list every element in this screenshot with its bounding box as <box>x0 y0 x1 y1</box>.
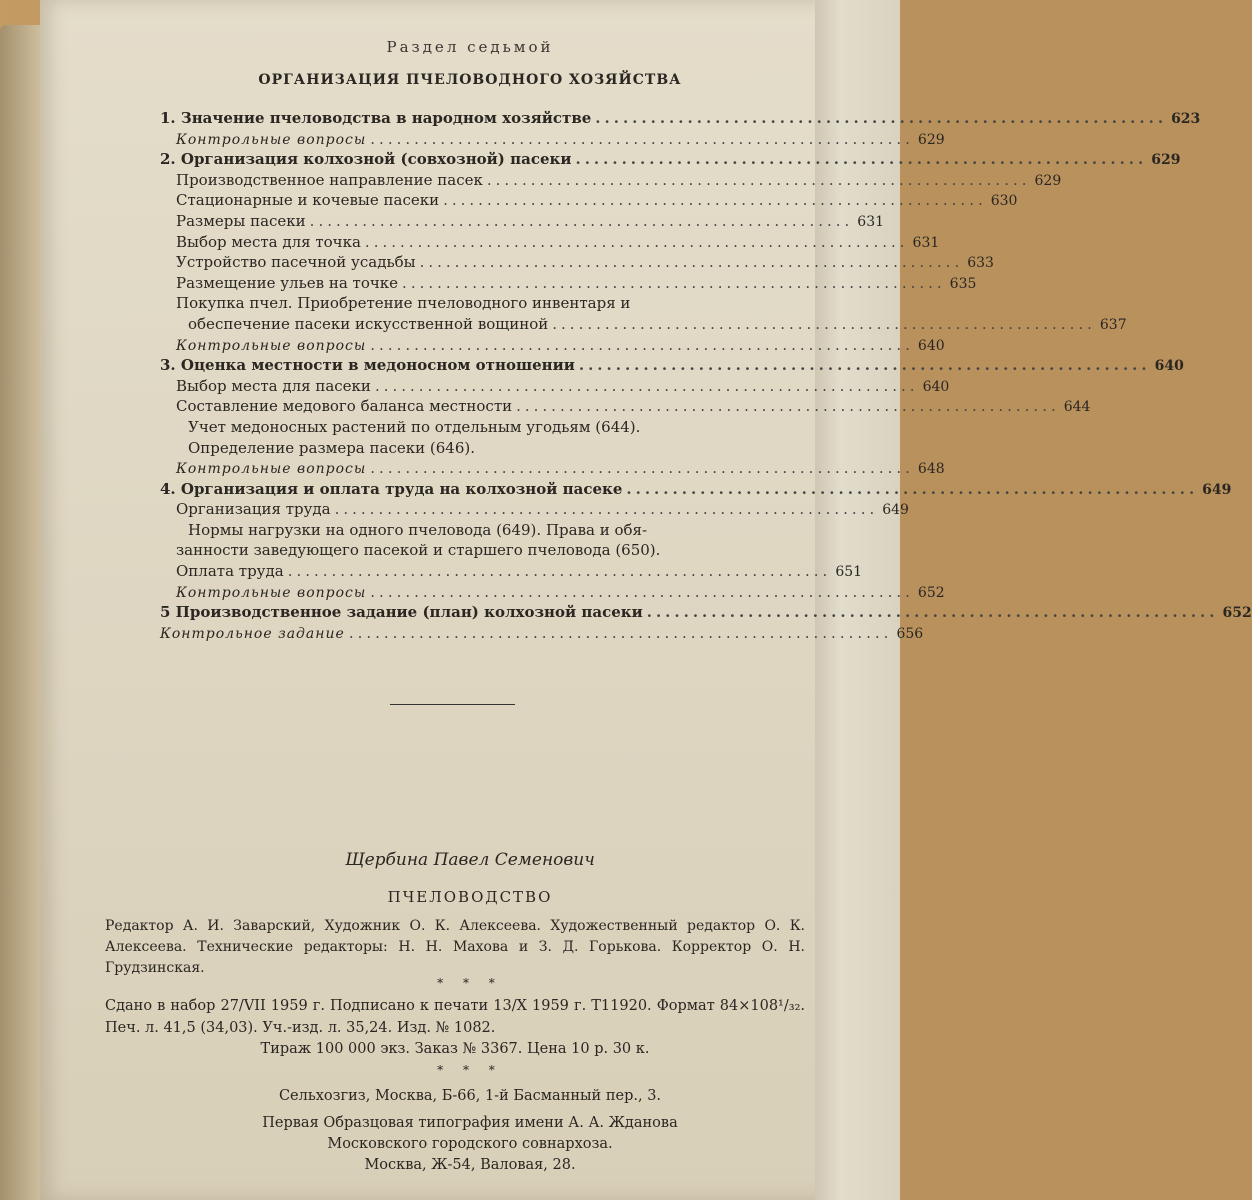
toc-entry: Контрольные вопросы .............................................................. 648 <box>176 459 945 478</box>
toc-entry: 3. Оценка местности в медоносном отношении .............................................................. 640 <box>160 356 1184 375</box>
toc-entry: Контрольное задание .............................................................. 656 <box>160 623 924 642</box>
toc-entry: Учет медоносных растений по отдельным угодьям (644). <box>188 417 641 436</box>
section-title: ОРГАНИЗАЦИЯ ПЧЕЛОВОДНОГО ХОЗЯЙСТВА <box>258 72 682 88</box>
toc-entry: 5 Производственное задание (план) колхозной пасеки .............................................................. 652 <box>160 603 1252 622</box>
toc-entry: Производственное направление пасек .............................................................. 629 <box>176 170 1062 189</box>
printer-line: Москва, Ж-54, Валовая, 28. <box>364 1157 576 1173</box>
toc-entry: Выбор места для точка .............................................................. 631 <box>176 232 940 251</box>
print-run-info: Тираж 100 000 экз. Заказ № 3367. Цена 10 р. 30 к. <box>260 1041 650 1057</box>
toc-entry: Составление медового баланса местности .............................................................. 644 <box>176 397 1091 416</box>
toc-entry: Оплата труда .............................................................. 651 <box>176 562 863 581</box>
toc-entry: обеспечение пасеки искусственной вощиной .............................................................. 637 <box>188 314 1127 333</box>
toc-entry: Организация труда .............................................................. 649 <box>176 500 909 519</box>
printer-info <box>150 1113 790 1176</box>
toc-entry: Выбор места для пасеки .............................................................. 640 <box>176 376 950 395</box>
toc-entry: Контрольные вопросы .............................................................. 652 <box>176 582 945 601</box>
toc-entry: Контрольные вопросы .............................................................. 629 <box>176 129 945 148</box>
author-name: Щербина Павел Семенович <box>345 850 595 870</box>
toc-entry: 2. Организация колхозной (совхозной) пасеки .............................................................. 629 <box>160 150 1181 169</box>
print-info-main: Сдано в набор 27/VII 1959 г. Подписано к печати 13/X 1959 г. Т11920. Формат 84×108¹/₃₂. Печ. л. 41,5 (34,03). Уч.-изд. л. 35,24. Изд. № 1082. <box>105 998 805 1036</box>
toc-entry: 4. Организация и оплата труда на колхозной пасеке .............................................................. 649 <box>160 479 1232 498</box>
toc-entry: Устройство пасечной усадьбы .............................................................. 633 <box>176 253 994 272</box>
divider-line <box>390 704 515 705</box>
credits-text: Редактор А. И. Заварский, Художник О. К. Алексеева. Художественный редактор О. К. Алексеева. Технические редакторы: Н. Н. Махова и З. Д. Горькова. Корректор О. Н. Грудзинская. <box>105 918 805 976</box>
printer-line: Первая Образцовая типография имени А. А. Жданова <box>262 1115 678 1131</box>
separator-stars: * * * <box>437 976 503 990</box>
toc-entry: Определение размера пасеки (646). <box>188 438 475 457</box>
book-title: ПЧЕЛОВОДСТВО <box>387 888 553 906</box>
section-label: Раздел седьмой <box>386 38 554 56</box>
separator-stars: * * * <box>437 1063 503 1077</box>
toc-entry: 1. Значение пчеловодства в народном хозяйстве .............................................................. 623 <box>160 109 1201 127</box>
toc-entry: Стационарные и кочевые пасеки .............................................................. 630 <box>176 191 1018 210</box>
toc-entry: Размещение ульев на точке .............................................................. 635 <box>176 273 977 292</box>
print-info <box>105 996 805 1061</box>
table-of-contents <box>160 108 1252 643</box>
printer-line: Московского городского совнархоза. <box>327 1136 613 1152</box>
publisher-info: Сельхозгиз, Москва, Б-66, 1-й Басманный пер., 3. <box>278 1088 662 1104</box>
toc-entry: занности заведующего пасекой и старшего пчеловода (650). <box>176 541 661 560</box>
toc-entry: Покупка пчел. Приобретение пчеловодного инвентаря и <box>176 294 631 313</box>
toc-entry: Контрольные вопросы .............................................................. 640 <box>176 335 945 354</box>
toc-entry: Нормы нагрузки на одного пчеловода (649). Права и обя- <box>188 520 648 539</box>
toc-entry: Размеры пасеки .............................................................. 631 <box>176 211 885 230</box>
